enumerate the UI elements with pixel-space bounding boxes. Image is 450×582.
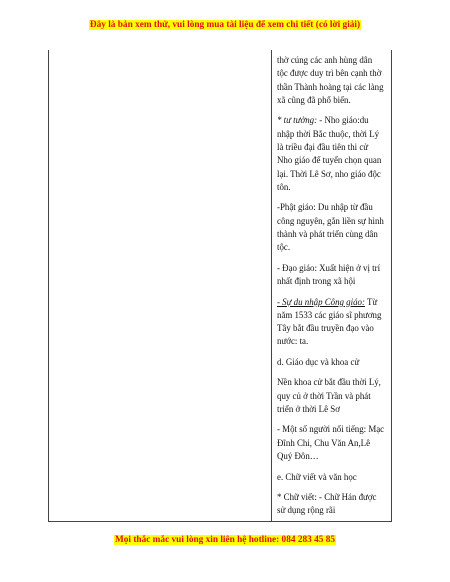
table-left-column (49, 50, 272, 521)
content-table (48, 50, 392, 522)
paragraph-worship: thờ cúng các anh hùng dân tộc được duy trì bên cạnh thờ thần Thành hoàng tại các làng xã cũng đã phổ biến. (277, 55, 384, 105)
heading-writing-literature: e. Chữ viết và văn học (277, 471, 357, 482)
paragraph-famous-people: - Một số người nổi tiếng: Mạc Đĩnh Chi, Chu Văn An,Lê Quý Đôn… (277, 424, 385, 462)
preview-banner (0, 20, 450, 30)
hotline-banner (0, 535, 450, 545)
hotline-banner-text: Mọi thắc mắc vui lòng xin liên hệ hotline: 084 283 45 85 (114, 535, 336, 545)
ideology-text: - Nho giáo:du nhập thời Bắc thuộc, thời Lý là triều đại đầu tiên thi cử Nho giáo để tuyển chọn quan lại. Thời Lê Sơ, nho giáo độc tôn. (277, 115, 382, 192)
paragraph-exams: Nền khoa cử bắt đầu thời Lý, quy củ ở thời Trần và phát triển ở thời Lê Sơ (277, 377, 381, 414)
preview-banner-text: Đây là bản xem thử, vui lòng mua tài liệu để xem chi tiết (có lời giải) (89, 20, 361, 30)
heading-education: d. Giáo dục và khoa cử (277, 356, 360, 367)
paragraph-buddhism: -Phật giáo: Du nhập từ đầu công nguyên, gắn liền sự hình thành và phát triển cùng dân tộc. (277, 202, 384, 253)
paragraph-ideology (277, 114, 385, 194)
paragraph-han-script: * Chữ viết: - Chữ Hán được sử dụng rộng rãi (277, 492, 377, 516)
ideology-lead: * tư tưởng: (277, 115, 318, 126)
paragraph-catholicism (277, 296, 385, 349)
table-right-column (272, 50, 391, 521)
catholicism-text: Từ năm 1533 các giáo sĩ phương Tây bắt đầu truyền đạo vào nước: ta. (277, 296, 382, 347)
catholicism-lead: - Sự du nhập Công giáo: (277, 296, 365, 307)
paragraph-taoism: - Đạo giáo: Xuất hiện ở vị trí nhất định trong xã hội (277, 262, 381, 287)
